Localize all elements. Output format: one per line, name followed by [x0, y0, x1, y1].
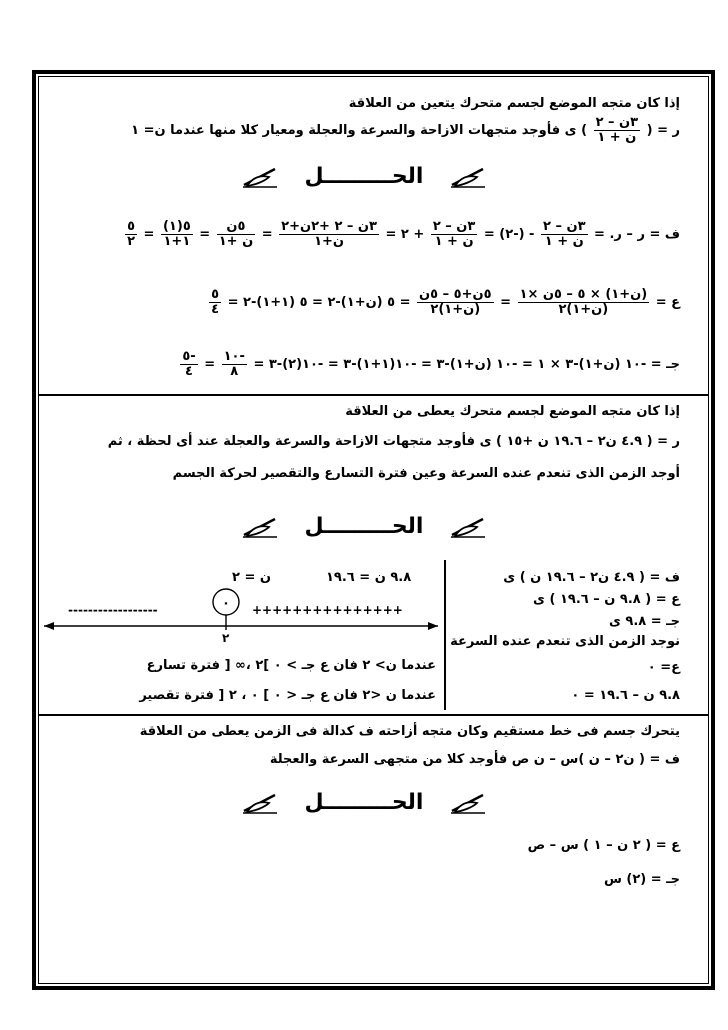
displacement-equation: ف = ر – ر. = $\frac{\text{٣ن – ٢}}{\text{ن + ١}}$ - (-٢) = $\frac{\text{٣ن – ٢}}{\text{ن + ١}}$ + ٢ = $\frac{\text{٣ن – ٢ +٢ن+٢}}{\text{ن+١}}$ = $\frac{\text{٥ن}}{\text{ن +١}}$ = $\frac{٥(١)}{١+١}$ = $\frac{٥}{٢}$ [127, 219, 680, 249]
arrow-left-icon [44, 622, 54, 630]
writing-hand-icon [449, 791, 487, 815]
problem3-velocity: ع = ( ٢ ن – ١ ) س – ص [527, 838, 680, 853]
problem1-relation [131, 116, 680, 145]
problem2-statement: إذا كان متجه الموضع لجسم متحرك يعطى من العلاقة [345, 404, 680, 419]
vel-frac-1: $\frac{\text{(ن+١) × ٥ – ٥ن ×١}}{\text{(ن+١)٢}}$ [519, 287, 648, 317]
solution-heading-text: الحـــــــــل [304, 164, 424, 189]
writing-hand-icon [449, 165, 487, 189]
vel-lhs: ع = [655, 295, 680, 310]
p2-v-zero: ع= ٠ [647, 660, 680, 675]
p2-v-equation: ٩.٨ ن – ١٩.٦ = ٠ [571, 688, 680, 703]
r-prefix: ر = ( [646, 123, 680, 138]
disp-mid-2: + ٢ = [385, 227, 425, 242]
vel-rest: = ٥ (ن+١)-٢ = ٥ (١+١)-٢ = [227, 295, 411, 310]
vel-frac-3: $\frac{٥}{٤}$ [211, 287, 220, 317]
p2-zero-velocity-note: نوجد الزمن الذى تنعدم عنده السرعة [450, 634, 680, 649]
acceleration-interval: عندما ن> ٢ فان ع جـ > ٠ ]٢ ،∞ [ فترة تسارع [146, 658, 436, 673]
arrow-right-icon [428, 622, 438, 630]
disp-mid-3: = [261, 227, 273, 242]
problem3-acceleration: جـ = (٢) س [603, 872, 680, 887]
writing-hand-icon [241, 165, 279, 189]
writing-hand-icon [241, 515, 279, 539]
negative-region-signs: ------------------ [68, 603, 158, 617]
velocity-equation: ع = $\frac{\text{(ن+١) × ٥ – ٥ن ×١}}{\text{(ن+١)٢}}$ = $\frac{\text{٥ن+٥ – ٥ن}}{\text{(ن+١)٢}}$ = ٥ (ن+١)-٢ = ٥ (١+١)-٢ = $\frac{٥}{٤}$ [211, 287, 680, 317]
solution-heading-2 [0, 514, 728, 539]
deceleration-interval: عندما ن <٢ فان ع جـ < ٠ ] ٠ ، ٢ [ فترة تقصير [139, 688, 436, 703]
p2-disp: ف = ( ٤.٩ ن٢ – ١٩.٦ ن ) ى [503, 570, 680, 585]
disp-lhs: ف = ر – ر. [609, 227, 680, 242]
r-suffix: ) ى فأوجد متجهات الازاحة والسرعة والعجلة ومعيار كلا منها عندما ن= ١ [131, 123, 588, 138]
positive-region-signs: +++++++++++++++ [252, 603, 403, 617]
solution-heading-text: الحـــــــــل [304, 790, 424, 815]
p2-acc: جـ = ٩.٨ ى [608, 614, 680, 629]
circle-label: ٠ [222, 596, 230, 611]
vel-frac-2: $\frac{\text{٥ن+٥ – ٥ن}}{\text{(ن+١)٢}}$ [419, 287, 492, 317]
r-fraction [594, 116, 641, 145]
section-divider-2 [38, 714, 709, 716]
p2-vel: ع = ( ٩.٨ ن – ١٩.٦ ) ى [533, 592, 680, 607]
disp-frac-2: $\frac{\text{٣ن – ٢}}{\text{ن + ١}}$ [432, 219, 476, 249]
p2-t-equals-2: ن = ٢ [232, 570, 271, 585]
tick-label: ٢ [222, 631, 230, 644]
section-divider-1 [38, 394, 709, 396]
acceleration-equation: جـ = -١٠ (ن+١)-٣ × ١ = -١٠ (ن+١)-٣ = -١٠(١+١)-٣ = -١٠(٢)-٣ = $\frac{-١٠}{٨}$ = $\frac{-٥}{٤}$ [182, 349, 680, 379]
disp-frac-1: $\frac{\text{٣ن – ٢}}{\text{ن + ١}}$ [542, 219, 586, 249]
disp-frac-6: $\frac{٥}{٢}$ [127, 219, 135, 249]
solution-heading-1 [0, 164, 728, 189]
problem1-statement: إذا كان متجه الموضع لجسم متحرك يتعين من العلاقة [348, 96, 680, 111]
disp-mid-1: - (-٢) = [483, 227, 535, 242]
problem2-line2: ر = ( ٤.٩ ن٢ – ١٩.٦ ن +١٥ ) ى فأوجد متجهات الازاحة والسرعة والعجلة عند أى لحظة ، ثم [107, 434, 680, 449]
writing-hand-icon [241, 791, 279, 815]
disp-frac-4: $\frac{\text{٥ن}}{\text{ن +١}}$ [218, 219, 254, 249]
problem3-line2: ف = ( ن٢ – ن )س – ن ص فأوجد كلا من متجهى السرعة والعجلة [269, 752, 680, 767]
disp-frac-5: $\frac{٥(١)}{١+١}$ [162, 219, 191, 249]
acc-frac-2: $\frac{-٥}{٤}$ [182, 349, 196, 379]
acc-frac-1: $\frac{-١٠}{٨}$ [223, 349, 245, 379]
r-fraction-num: ٣ن – ٢ [595, 115, 639, 130]
solution-heading-text: الحـــــــــل [304, 514, 424, 539]
p2-t-equation: ٩.٨ ن = ١٩.٦ [326, 570, 412, 585]
acc-text: جـ = -١٠ (ن+١)-٣ × ١ = -١٠ (ن+١)-٣ = -١٠(١+١)-٣ = -١٠(٢)-٣ = [253, 357, 680, 372]
writing-hand-icon [449, 515, 487, 539]
problem3-statement: يتحرك جسم فى خط مستقيم وكان متجه أزاحته ف كدالة فى الزمن يعطى من العلاقة [139, 724, 680, 739]
solution-heading-3 [0, 790, 728, 815]
disp-frac-3: $\frac{\text{٣ن – ٢ +٢ن+٢}}{\text{ن+١}}$ [281, 219, 377, 249]
r-fraction-den: ن + ١ [597, 130, 637, 145]
sign-number-line [40, 584, 444, 644]
column-divider [444, 560, 446, 710]
problem2-line3: أوجد الزمن الذى تنعدم عنده السرعة وعين فترة التسارع والتقصير لحركة الجسم [172, 466, 680, 481]
